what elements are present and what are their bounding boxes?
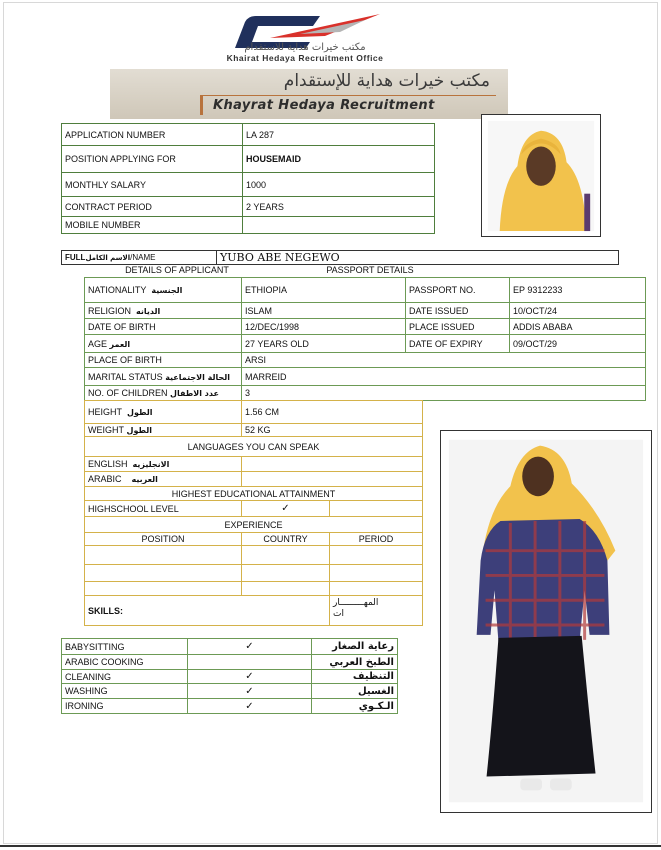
height-label: HEIGHT الطول (85, 401, 242, 424)
skill-check: ✓ (188, 684, 312, 699)
experience-cell (85, 565, 242, 582)
dob-value: 12/DEC/1998 (242, 319, 406, 335)
place-issued-value: ADDIS ABABA (510, 319, 646, 335)
full-name-value: YUBO ABE NEGEWO (217, 251, 619, 265)
english-value (242, 457, 423, 472)
skill-check: ✓ (188, 639, 312, 655)
position-value: HOUSEMAID (243, 146, 435, 173)
age-label: AGE العمر (85, 335, 242, 353)
full-name-row (61, 250, 619, 265)
skill-label: IRONING (62, 699, 188, 714)
skill-check (188, 655, 312, 670)
experience-cell (330, 582, 423, 596)
banner-arabic-title: مكتب خيرات هداية للإستقدام (283, 71, 490, 91)
nationality-value: ETHIOPIA (242, 278, 406, 303)
banner-english-title: Khayrat Hedaya Recruitment (200, 95, 496, 115)
table-row (62, 699, 398, 714)
full-name-label-full: FULL (65, 253, 86, 262)
experience-cell (85, 546, 242, 565)
table-row (85, 401, 423, 424)
table-row (85, 319, 646, 335)
experience-cell (85, 582, 242, 596)
table-row (85, 368, 646, 386)
table-row (85, 582, 423, 596)
table-row (62, 217, 435, 234)
contract-period-value: 2 YEARS (243, 197, 435, 217)
page-bottom-rule (0, 845, 661, 847)
applicant-portrait-photo (481, 114, 601, 237)
mobile-number-value (243, 217, 435, 234)
table-row (85, 424, 423, 437)
english-label: ENGLISH الانجليزيه (85, 457, 242, 472)
physical-and-skills-table (84, 400, 423, 626)
contract-period-label: CONTRACT PERIOD (62, 197, 243, 217)
skill-label: CLEANING (62, 670, 188, 684)
skill-check: ✓ (188, 699, 312, 714)
logo-english-caption: Khairat Hedaya Recruitment Office (226, 53, 384, 63)
application-table (61, 123, 435, 234)
table-row (85, 533, 423, 546)
skills-table (61, 638, 398, 714)
skill-check: ✓ (188, 670, 312, 684)
table-row (85, 565, 423, 582)
position-label: POSITION APPLYING FOR (62, 146, 243, 173)
education-heading: HIGHEST EDUCATIONAL ATTAINMENT (85, 487, 423, 501)
logo-arabic-caption: مكتب خيرات هداية للاستقدام (244, 42, 366, 53)
skill-label-arabic: الغسيل (312, 684, 398, 699)
arabic-value (242, 472, 423, 487)
height-value: 1.56 CM (242, 401, 423, 424)
details-of-applicant-heading: DETAILS OF APPLICANT (125, 265, 229, 275)
salary-value: 1000 (243, 173, 435, 197)
skills-heading: SKILLS: (85, 596, 330, 626)
full-name-label-arabic: الاسم الكامل (85, 254, 131, 262)
skill-label-arabic: الـكـوي (312, 699, 398, 714)
application-number-label: APPLICATION NUMBER (62, 124, 243, 146)
table-row (85, 386, 646, 401)
table-row (62, 684, 398, 699)
dob-label: DATE OF BIRTH (85, 319, 242, 335)
languages-heading: LANGUAGES YOU CAN SPEAK (85, 437, 423, 457)
table-row (85, 487, 423, 501)
experience-col-country: COUNTRY (242, 533, 330, 546)
table-row (85, 501, 423, 517)
passport-number-label: PASSPORT NO. (406, 278, 510, 303)
date-issued-value: 10/OCT/24 (510, 303, 646, 319)
date-of-expiry-value: 09/OCT/29 (510, 335, 646, 353)
experience-cell (242, 546, 330, 565)
salary-label: MONTHLY SALARY (62, 173, 243, 197)
children-label: NO. OF CHILDREN عدد الاطفال (85, 386, 242, 401)
table-row (85, 278, 646, 303)
children-value: 3 (242, 386, 646, 401)
full-name-label-name: NAME (132, 253, 156, 262)
place-issued-label: PLACE ISSUED (406, 319, 510, 335)
date-issued-label: DATE ISSUED (406, 303, 510, 319)
experience-cell (330, 565, 423, 582)
application-number-value: LA 287 (243, 124, 435, 146)
full-name-label: FULLالاسم الكامل/NAME (62, 251, 217, 265)
highschool-label: HIGHSCHOOL LEVEL (85, 501, 242, 517)
table-row (85, 353, 646, 368)
applicant-details-table (84, 277, 646, 401)
religion-label: RELIGION الديانه (85, 303, 242, 319)
experience-col-period: PERIOD (330, 533, 423, 546)
table-row (85, 335, 646, 353)
highschool-check: ✓ (242, 501, 330, 517)
experience-cell (242, 565, 330, 582)
place-of-birth-label: PLACE OF BIRTH (85, 353, 242, 368)
table-row (62, 124, 435, 146)
experience-col-position: POSITION (85, 533, 242, 546)
highschool-empty (330, 501, 423, 517)
table-row (85, 596, 423, 626)
table-row (85, 303, 646, 319)
arabic-label: ARABIC العربيه (85, 472, 242, 487)
marital-status-value: MARREID (242, 368, 646, 386)
passport-number-value: EP 9312233 (510, 278, 646, 303)
table-row (62, 146, 435, 173)
skills-heading-arabic: المهـــــــــار ات (330, 596, 423, 626)
age-value: 27 YEARS OLD (242, 335, 406, 353)
mobile-number-label: MOBILE NUMBER (62, 217, 243, 234)
table-row (85, 517, 423, 533)
marital-status-label: MARITAL STATUS الحالة الاجتماعية (85, 368, 242, 386)
experience-cell (242, 582, 330, 596)
skill-label-arabic: التنظيف (312, 670, 398, 684)
experience-cell (330, 546, 423, 565)
table-row (85, 437, 423, 457)
table-row (62, 197, 435, 217)
table-row (85, 472, 423, 487)
experience-heading: EXPERIENCE (85, 517, 423, 533)
skill-label: ARABIC COOKING (62, 655, 188, 670)
skill-label: BABYSITTING (62, 639, 188, 655)
table-row (62, 670, 398, 684)
weight-label: WEIGHT الطول (85, 424, 242, 437)
table-row (62, 639, 398, 655)
nationality-label: NATIONALITY الجنسية (85, 278, 242, 303)
skill-label: WASHING (62, 684, 188, 699)
applicant-full-body-photo (440, 430, 652, 813)
skill-label-arabic: رعاية الصغار (312, 639, 398, 655)
passport-details-heading: PASSPORT DETAILS (326, 265, 414, 275)
table-row (62, 173, 435, 197)
table-row (85, 546, 423, 565)
religion-value: ISLAM (242, 303, 406, 319)
date-of-expiry-label: DATE OF EXPIRY (406, 335, 510, 353)
table-row (62, 655, 398, 670)
weight-value: 52 KG (242, 424, 423, 437)
table-row (85, 457, 423, 472)
skill-label-arabic: الطبخ العربي (312, 655, 398, 670)
place-of-birth-value: ARSI (242, 353, 646, 368)
